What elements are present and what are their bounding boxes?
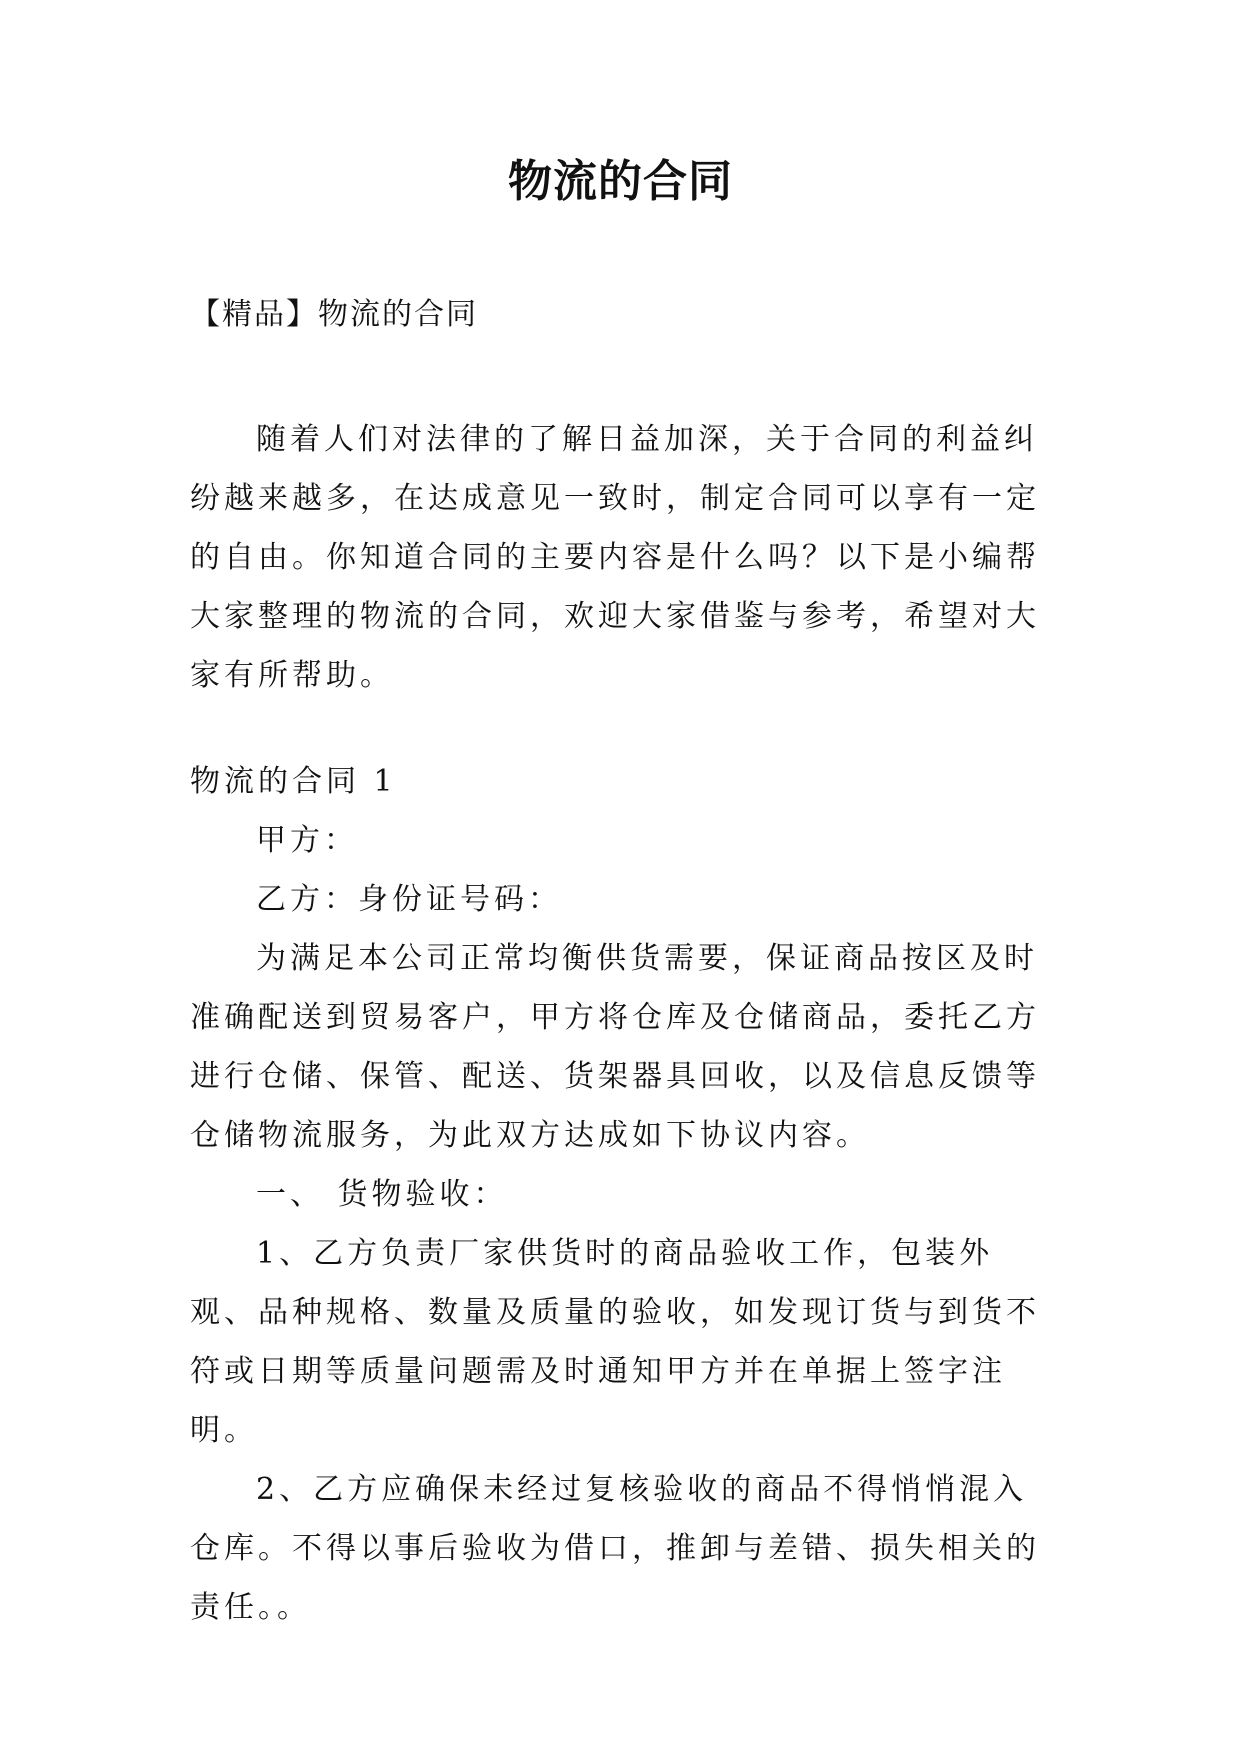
clause-1-heading: 一、 货物验收：: [256, 1177, 508, 1212]
contract-section: [190, 752, 1052, 1637]
intro-paragraph: 随着人们对法律的了解日益加深，关于合同的利益纠纷越来越多，在达成意见一致时，制定合同可以享有一定的自由。你知道合同的主要内容是什么吗？以下是小编帮大家整理的物流的合同，欢迎大家借鉴与参考，希望对大家有所帮助。: [190, 422, 1040, 693]
clause-1-2: 2、乙方应确保未经过复核验收的商品不得悄悄混入仓库。不得以事后验收为借口，推卸与差错、损失相关的责任。。: [190, 1472, 1040, 1625]
document-subtitle: 【精品】物流的合同: [190, 297, 478, 332]
section-heading: 物流的合同 1: [190, 764, 397, 799]
purpose-paragraph: 为满足本公司正常均衡供货需要，保证商品按区及时准确配送到贸易客户，甲方将仓库及仓储商品，委托乙方进行仓储、保管、配送、货架器具回收，以及信息反馈等仓储物流服务，为此双方达成如下协议内容。: [190, 941, 1040, 1153]
document-title: 物流的合同: [508, 156, 733, 207]
party-b-line: 乙方：身份证号码：: [256, 882, 562, 917]
party-a-line: 甲方：: [256, 823, 358, 858]
intro-block: [190, 410, 1052, 705]
clause-1-1: 1、乙方负责厂家供货时的商品验收工作，包装外观、品种规格、数量及质量的验收，如发现订货与到货不符或日期等质量问题需及时通知甲方并在单据上签字注明。: [190, 1236, 1040, 1448]
